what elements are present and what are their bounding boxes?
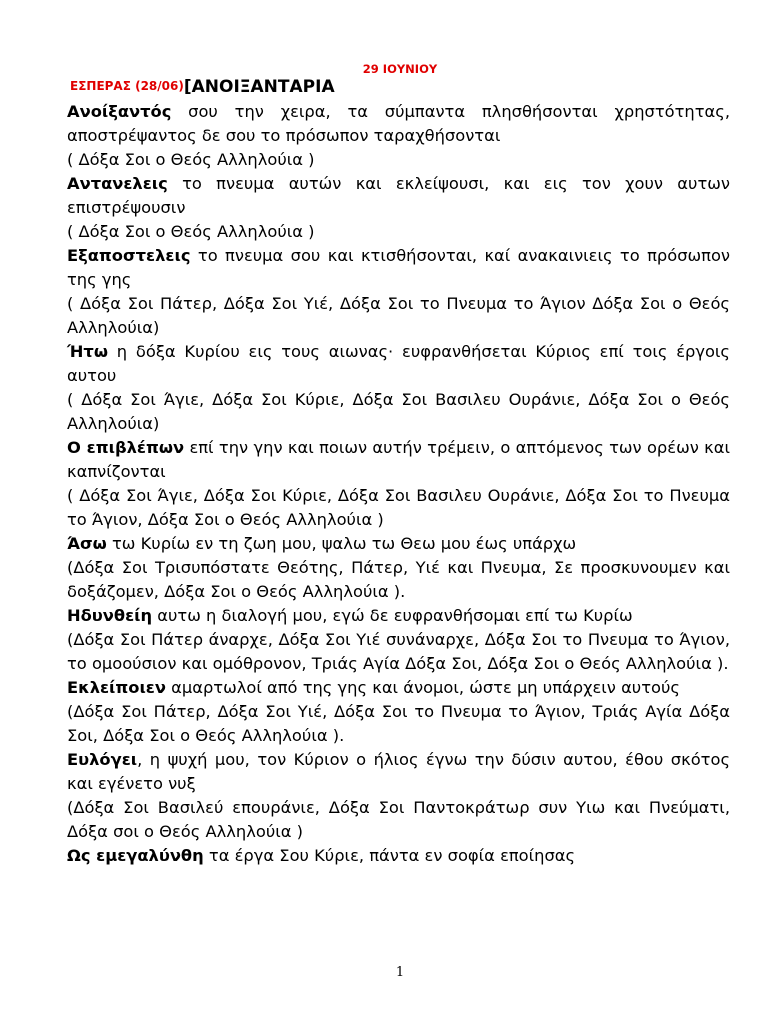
verse-lead: Εξαποστελεις — [67, 246, 191, 265]
response-4: ( Δόξα Σοι Άγιε, Δόξα Σοι Κύριε, Δόξα Σοι Βασιλευ Ουράνιε, Δόξα Σοι ο Θεός Αλληλούια) — [67, 390, 730, 433]
verse-lead: Ο επιβλέπων — [67, 438, 185, 457]
verse-4 — [67, 340, 730, 388]
verse-lead: Ήτω — [67, 342, 108, 361]
verse-10 — [67, 844, 730, 868]
response-7: (Δόξα Σοι Πάτερ άναρχε, Δόξα Σοι Υιέ συνάναρχε, Δόξα Σοι το Πνευμα το Άγιον, το ομοούσιον και ομόθρονον, Τριάς Αγία Δόξα Σοι, Δόξα Σοι ο Θεός Αλληλούια ). — [67, 630, 730, 673]
verse-6 — [67, 532, 730, 556]
verse-7 — [67, 604, 730, 628]
verse-text: η δόξα Κυρίου εις τους αιωνας· ευφρανθήσεται Κύριος επί τοις έργοις αυτου — [67, 342, 730, 385]
response-5: ( Δόξα Σοι Άγιε, Δόξα Σοι Κύριε, Δόξα Σοι Βασιλευ Ουράνιε, Δόξα Σοι το Πνευμα το Άγιον, Δόξα Σοι ο Θεός Αλληλούια ) — [67, 486, 730, 529]
service-heading — [70, 77, 335, 97]
verse-1 — [67, 100, 730, 148]
response-1: ( Δόξα Σοι ο Θεός Αλληλούια ) — [67, 150, 315, 169]
response-3: ( Δόξα Σοι Πάτερ, Δόξα Σοι Υιέ, Δόξα Σοι το Πνευμα το Άγιον Δόξα Σοι ο Θεός Αλληλούια) — [67, 294, 730, 337]
verse-text: αυτω η διαλογή μου, εγώ δε ευφρανθήσομαι επί τω Κυρίω — [152, 606, 633, 625]
verse-lead: Ηδυνθείη — [67, 606, 153, 625]
verse-lead: Εκλείποιεν — [67, 678, 166, 697]
verse-lead: Άσω — [67, 534, 107, 553]
verse-5 — [67, 436, 730, 484]
verse-8 — [67, 676, 730, 700]
verse-text: , η ψυχή μου, τον Κύριον ο ήλιος έγνω την δύσιν αυτου, έθου σκότος και εγένετο νυξ — [67, 750, 730, 793]
response-8: (Δόξα Σοι Πάτερ, Δόξα Σοι Υιέ, Δόξα Σοι το Πνευμα το Άγιον, Τριάς Αγία Δόξα Σοι, Δόξα Σοι ο Θεός Αλληλούια ). — [67, 702, 730, 745]
verse-lead: Ευλόγει — [67, 750, 138, 769]
response-6: (Δόξα Σοι Τρισυπόστατε Θεότης, Πάτερ, Υιέ και Πνευμα, Σε προσκυνουμεν και δοξάζομεν, Δόξα Σοι ο Θεός Αλληλούια ). — [67, 558, 730, 601]
verse-text: σου την χειρα, τα σύμπαντα πλησθήσονται χρηστότητας, αποστρέψαντος δε σου το πρόσωπον ταραχθήσονται — [67, 102, 730, 145]
verse-text: το πνευμα σου και κτισθήσονται, καί ανακαινιεις το πρόσωπον της γης — [67, 246, 730, 289]
verse-text: το πνευμα αυτών και εκλείψουσι, και εις τον χουν αυτων επιστρέψουσιν — [67, 174, 730, 217]
verse-2 — [67, 172, 730, 220]
verse-lead: Ως εμεγαλύνθη — [67, 846, 204, 865]
verse-text: τα έργα Σου Κύριε, πάντα εν σοφία εποίησας — [203, 846, 576, 865]
page-number: 1 — [395, 965, 405, 980]
response-2: ( Δόξα Σοι ο Θεός Αλληλούια ) — [67, 222, 315, 241]
verse-text: τω Κυρίω εν τη ζωη μου, ψαλω τω Θεω μου έως υπάρχω — [106, 534, 577, 553]
verse-9 — [67, 748, 730, 796]
verse-text: επί την γην και ποιων αυτήν τρέμειν, ο απτόμενος των ορέων και καπνίζονται — [67, 438, 730, 481]
service-subtitle: ΕΣΠΕΡΑΣ (28/06) — [70, 79, 184, 93]
date-heading: 29 ΙΟΥΝΙΟΥ — [362, 62, 438, 76]
verse-text: αμαρτωλοί από της γης και άνομοι, ώστε μη υπάρχειν αυτούς — [165, 678, 680, 697]
verse-lead: Ανοίξαντός — [67, 102, 172, 121]
service-title: [ΑΝΟΙΞΑΝΤΑΡΙΑ — [183, 77, 335, 97]
verse-lead: Αντανελεις — [67, 174, 168, 193]
hymn-body — [67, 100, 730, 868]
response-9: (Δόξα Σοι Βασιλεύ επουράνιε, Δόξα Σοι Παντοκράτωρ συν Υιω και Πνεύματι, Δόξα σοι ο Θεός Αλληλούια ) — [67, 798, 730, 841]
verse-3 — [67, 244, 730, 292]
